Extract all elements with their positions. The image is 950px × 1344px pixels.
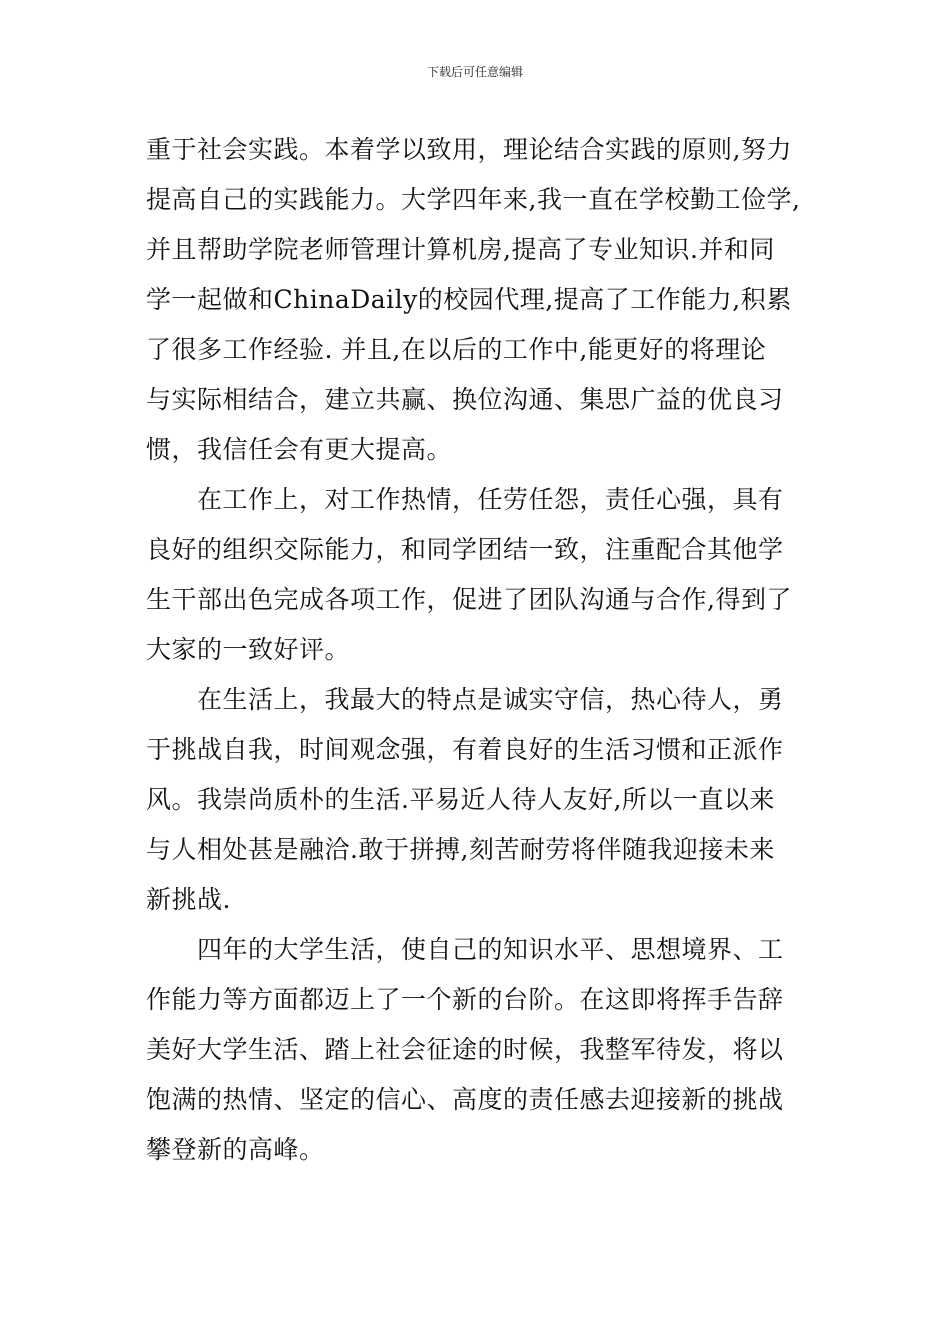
text-line: 在生活上，我最大的特点是诚实守信，热心待人，勇: [146, 685, 784, 714]
page-header-note: 下载后可任意编辑: [426, 65, 523, 79]
text-line: 攀登新的高峰。: [146, 1135, 325, 1164]
paragraph-practice: [146, 125, 816, 475]
text-line: 良好的组织交际能力，和同学团结一致，注重配合其他学: [146, 535, 784, 564]
text-line: 四年的大学生活，使自己的知识水平、思想境界、工: [146, 935, 784, 964]
text-line: 在工作上，对工作热情，任劳任怨，责任心强，具有: [146, 485, 784, 514]
text-line: 与实际相结合，建立共赢、换位沟通、集思广益的优良习: [146, 385, 784, 414]
text-line: 生干部出色完成各项工作，促进了团队沟通与合作,得到了: [146, 585, 792, 614]
text-line: 新挑战.: [146, 885, 231, 914]
text-line: 重于社会实践。本着学以致用，理论结合实践的原则,努力: [146, 135, 792, 164]
paragraph-life: [146, 675, 816, 925]
paragraph-work: [146, 475, 816, 675]
text-line: 惯，我信任会有更大提高。: [146, 435, 453, 464]
text-line: 风。我崇尚质朴的生活.平易近人待人友好,所以一直以来: [146, 785, 775, 814]
text-line: 提高自己的实践能力。大学四年来,我一直在学校勤工俭学,: [146, 185, 801, 214]
text-line: 学一起做和ChinaDaily的校园代理,提高了工作能力,积累: [146, 285, 792, 314]
text-line: 与人相处甚是融洽.敢于拼搏,刻苦耐劳将伴随我迎接未来: [146, 835, 775, 864]
text-line: 饱满的热情、坚定的信心、高度的责任感去迎接新的挑战: [146, 1085, 784, 1114]
text-line: 作能力等方面都迈上了一个新的台阶。在这即将挥手告辞: [146, 985, 784, 1014]
text-line: 美好大学生活、踏上社会征途的时候，我整军待发，将以: [146, 1035, 784, 1064]
document-body: [146, 125, 816, 1175]
text-line: 并且帮助学院老师管理计算机房,提高了专业知识.并和同: [146, 235, 775, 264]
text-line: 了很多工作经验. 并且,在以后的工作中,能更好的将理论: [146, 335, 767, 364]
paragraph-conclusion: [146, 925, 816, 1175]
text-line: 大家的一致好评。: [146, 635, 351, 664]
text-line: 于挑战自我，时间观念强，有着良好的生活习惯和正派作: [146, 735, 784, 764]
